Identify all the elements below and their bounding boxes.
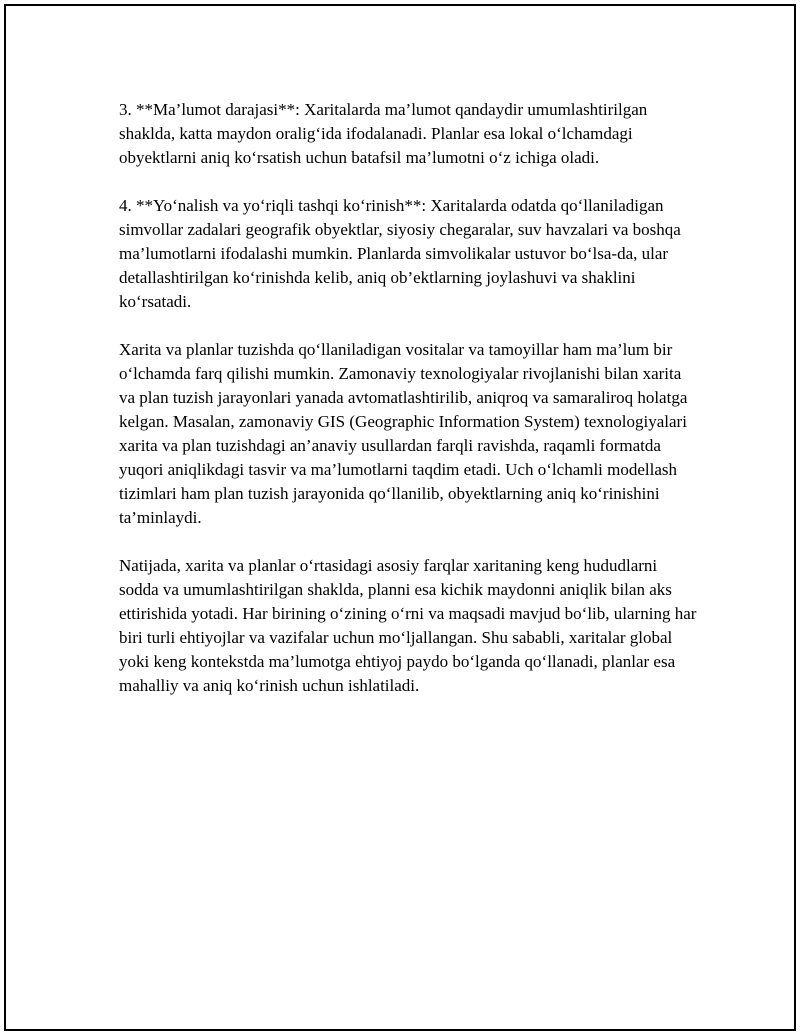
document-body	[119, 98, 699, 722]
document-page	[4, 4, 796, 1031]
paragraph-tools-principles: Xarita va planlar tuzishda qo‘llaniladigan vositalar va tamoyillar ham ma’lum bir o‘lchamda farq qilishi mumkin. Zamonaviy texnologiyalar rivojlanishi bilan xarita va plan tuzish jarayonlari yanada avtomatlashtirilib, aniqroq va samaraliroq holatga kelgan. Masalan, zamonaviy GIS (Geographic Information System) texnologiyalari xarita va plan tuzishdagi an’anaviy usullardan farqli ravishda, raqamli formatda yuqori aniqlikdagi tasvir va ma’lumotlarni taqdim etadi. Uch o‘lchamli modellash tizimlari ham plan tuzish jarayonida qo‘llanilib, obyektlarning aniq ko‘rinishini ta’minlaydi.	[119, 340, 688, 527]
paragraph-conclusion: Natijada, xarita va planlar o‘rtasidagi asosiy farqlar xaritaning keng hududlarni sodda va umumlashtirilgan shaklda, planni esa kichik maydonni aniqlik bilan aks ettirishida yotadi. Har birining o‘zining o‘rni va maqsadi mavjud bo‘lib, ularning har biri turli ehtiyojlar va vazifalar uchun mo‘ljallangan. Shu sababli, xaritalar global yoki keng kontekstda ma’lumotga ehtiyoj paydo bo‘lganda qo‘llanadi, planlar esa mahalliy va aniq ko‘rinish uchun ishlatiladi.	[119, 556, 697, 695]
paragraph-orientation-appearance: 4. **Yo‘nalish va yo‘riqli tashqi ko‘rinish**: Xaritalarda odatda qo‘llaniladigan simvollar zadalari geografik obyektlar, siyosiy chegaralar, suv havzalari va boshqa ma’lumotlarni ifodalashi mumkin. Planlarda simvolikalar ustuvor bo‘lsa-da, ular detallashtirilgan ko‘rinishda kelib, aniq ob’ektlarning joylashuvi va shaklini ko‘rsatadi.	[119, 196, 681, 311]
paragraph-information-level: 3. **Ma’lumot darajasi**: Xaritalarda ma’lumot qandaydir umumlashtirilgan shaklda, katta maydon oralig‘ida ifodalanadi. Planlar esa lokal o‘lchamdagi obyektlarni aniq ko‘rsatish uchun batafsil ma’lumotni o‘z ichiga oladi.	[119, 100, 648, 167]
